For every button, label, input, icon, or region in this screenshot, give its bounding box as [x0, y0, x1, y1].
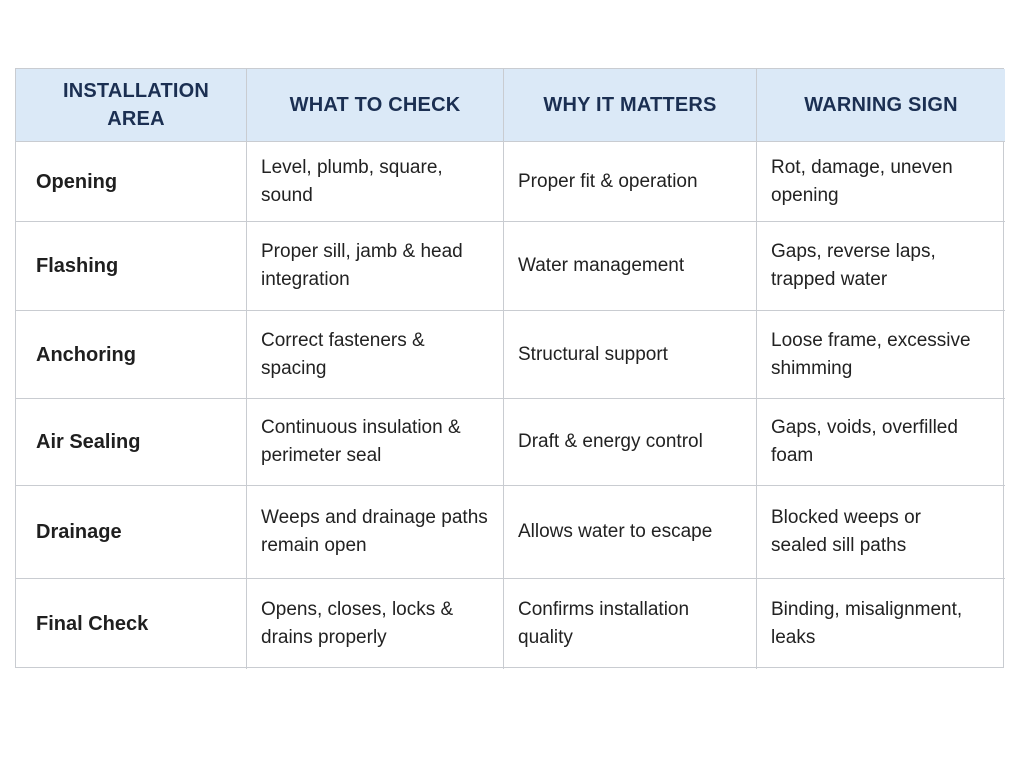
row-drainage-why-it-matters: Allows water to escape	[504, 486, 757, 579]
row-final-check-warning-sign: Binding, misalignment, leaks	[771, 599, 963, 648]
header-installation-area: INSTALLATION AREA	[16, 69, 247, 142]
installation-checklist-table	[15, 68, 1004, 668]
row-opening-warning-sign: Rot, damage, uneven opening	[757, 142, 1005, 222]
row-flashing-what-to-check: Proper sill, jamb & head integration	[247, 222, 504, 311]
row-drainage-area: Drainage	[16, 486, 247, 579]
row-flashing-warning-sign: Gaps, reverse laps, trapped water	[757, 222, 1005, 311]
row-anchoring-what-to-check: Correct fasteners & spacing	[247, 311, 504, 399]
row-opening-what-to-check: Level, plumb, square, sound	[247, 142, 504, 222]
row-anchoring-area: Anchoring	[16, 311, 247, 399]
header-why-it-matters: WHY IT MATTERS	[504, 69, 757, 142]
row-air-sealing-warning-sign: Gaps, voids, overfilled foam	[757, 399, 1005, 486]
row-anchoring-why-it-matters: Structural support	[504, 311, 757, 399]
row-flashing-area: Flashing	[16, 222, 247, 311]
row-flashing-why-it-matters: Water management	[504, 222, 757, 311]
row-drainage-what-to-check: Weeps and drainage paths remain open	[247, 486, 504, 579]
row-anchoring-warning-sign: Loose frame, excessive shimming	[757, 311, 1005, 399]
row-air-sealing-area: Air Sealing	[16, 399, 247, 486]
row-final-check-why-it-matters: Confirms installation quality	[504, 579, 757, 669]
row-air-sealing-why-it-matters: Draft & energy control	[504, 399, 757, 486]
row-air-sealing-what-to-check: Continuous insulation & perimeter seal	[247, 399, 504, 486]
row-opening-why-it-matters: Proper fit & operation	[504, 142, 757, 222]
row-drainage-warning-sign: Blocked weeps or sealed sill paths	[757, 486, 1005, 579]
header-what-to-check: WHAT TO CHECK	[247, 69, 504, 142]
header-warning-sign: WARNING SIGN	[757, 69, 1005, 142]
row-final-check-area: Final Check	[16, 579, 247, 669]
row-opening-area: Opening	[16, 142, 247, 222]
row-final-check-what-to-check: Opens, closes, locks & drains properly	[247, 579, 504, 669]
